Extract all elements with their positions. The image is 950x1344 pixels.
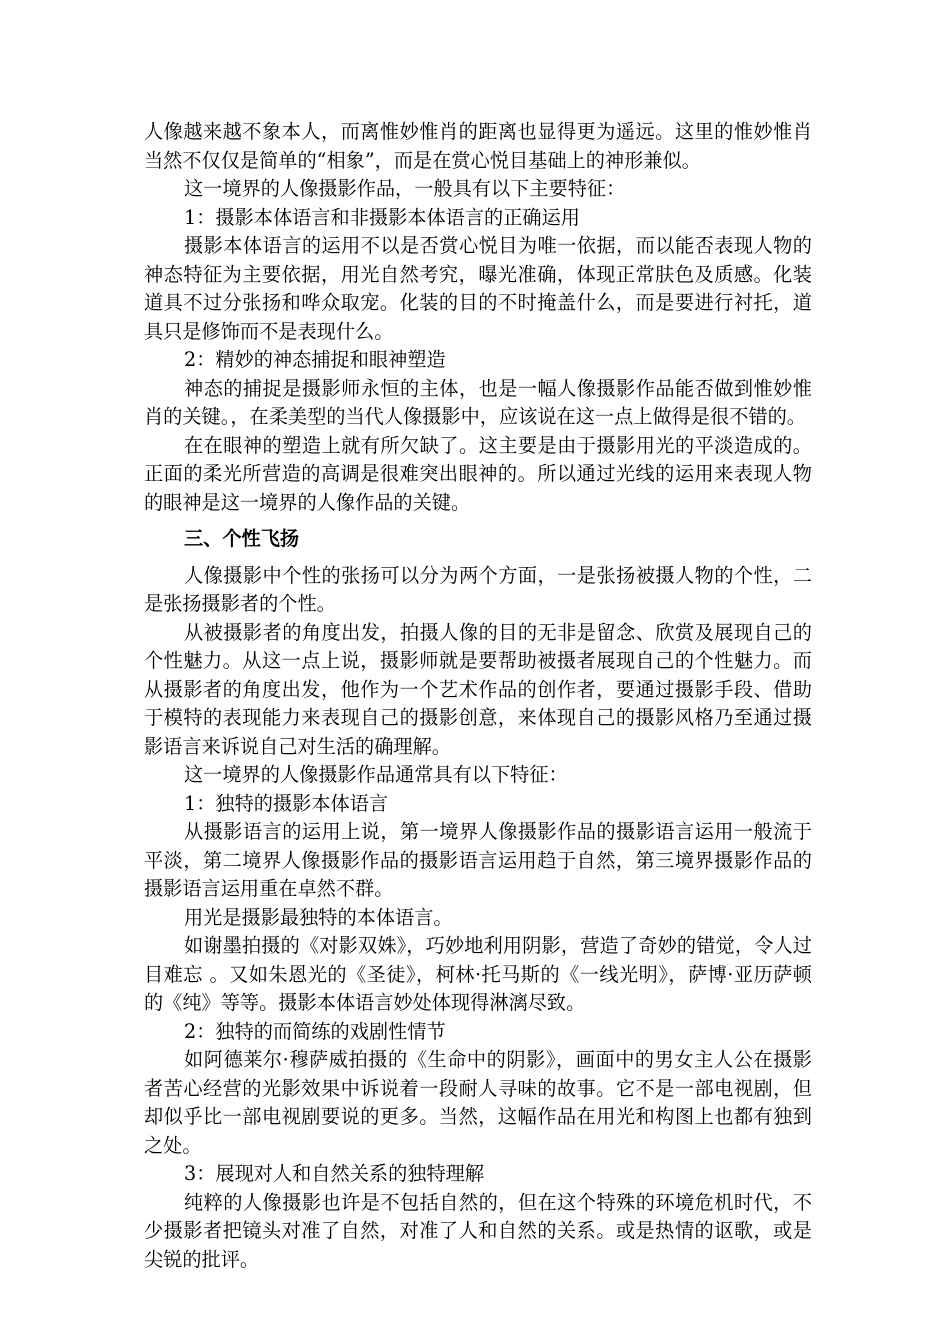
paragraph: 在在眼神的塑造上就有所欠缺了。这主要是由于摄影用光的平淡造成的。正面的柔光所营造的高调是很难突出眼神的。所以通过光线的运用来表现人物的眼神是这一境界的人像作品的关键。 — [144, 433, 812, 514]
paragraph: 这一境界的人像摄影作品通常具有以下特征： — [184, 763, 568, 786]
paragraph: 从摄影语言的运用上说，第一境界人像摄影作品的摄影语言运用一般流于平淡，第二境界人像摄影作品的摄影语言运用趋于自然，第三境界摄影作品的摄影语言运用重在卓然不群。 — [144, 820, 812, 900]
paragraph: 从被摄影者的角度出发，拍摄人像的目的无非是留念、欣赏及展现自己的个性魅力。从这一点上说，摄影师就是要帮助被摄者展现自己的个性魅力。而从摄影者的角度出发，他作为一个艺术作品的创作者，要通过摄影手段、借助于模特的表现能力来表现自己的摄影创意，来体现自己的摄影风格乃至通过摄影语言来诉说自己对生活的确理解。 — [144, 620, 812, 758]
paragraph: 神态的捕捉是摄影师永恒的主体，也是一幅人像摄影作品能否做到惟妙惟肖的关键。，在柔美型的当代人像摄影中，应该说在这一点上做得是很不错的。 — [144, 376, 812, 428]
paragraph: 人像越来越不象本人，而离惟妙惟肖的距离也显得更为遥远。这里的惟妙惟肖当然不仅仅是简单的“相象”，而是在赏心悦目基础上的神形兼似。 — [144, 120, 812, 172]
paragraph: 如谢墨拍摄的《对影双姝》，巧妙地利用阴影，营造了奇妙的错觉，令人过目难忘 。又如朱恩光的《圣徒》，柯林·托马斯的《一线光明》，萨博·亚历萨顿的《纯》等等。摄影本体语言妙处体现得淋漓尽致。 — [144, 934, 812, 1014]
paragraph: 如阿德莱尔·穆萨威拍摄的《生命中的阴影》，画面中的男女主人公在摄影者苦心经营的光影效果中诉说着一段耐人寻味的故事。它不是一部电视剧，但却似乎比一部电视剧要说的更多。当然，这幅作品在用光和构图上也都有独到之处。 — [144, 1048, 812, 1157]
paragraph: 用光是摄影最独特的本体语言。 — [184, 905, 453, 929]
list-item-heading: 2：精妙的神态捕捉和眼神塑造 — [184, 348, 446, 371]
paragraph: 摄影本体语言的运用不以是否赏心悦目为唯一依据，而以能否表现人物的神态特征为主要依据，用光自然考究，曝光准确，体现正常肤色及质感。化装道具不过分张扬和哗众取宠。化装的目的不时掩盖什么，而是要进行衬托，道具只是修饰而不是表现什么。 — [144, 234, 812, 343]
list-item-heading: 1：摄影本体语言和非摄影本体语言的正确运用 — [184, 205, 580, 229]
section-heading: 三、个性飞扬 — [184, 527, 300, 550]
list-item-heading: 3：展现对人和自然关系的独特理解 — [184, 1162, 485, 1185]
document-page — [144, 118, 812, 1274]
list-item-heading: 2：独特的而简练的戏剧性情节 — [184, 1019, 446, 1043]
paragraph: 人像摄影中个性的张扬可以分为两个方面，一是张扬被摄人物的个性，二是张扬摄影者的个性。 — [144, 563, 812, 615]
list-item-heading: 1：独特的摄影本体语言 — [184, 791, 389, 815]
paragraph: 纯粹的人像摄影也许是不包括自然的，但在这个特殊的环境危机时代，不少摄影者把镜头对准了自然，对准了人和自然的关系。或是热情的讴歌，或是尖锐的批评。 — [144, 1190, 812, 1271]
paragraph: 这一境界的人像摄影作品，一般具有以下主要特征： — [184, 177, 626, 200]
